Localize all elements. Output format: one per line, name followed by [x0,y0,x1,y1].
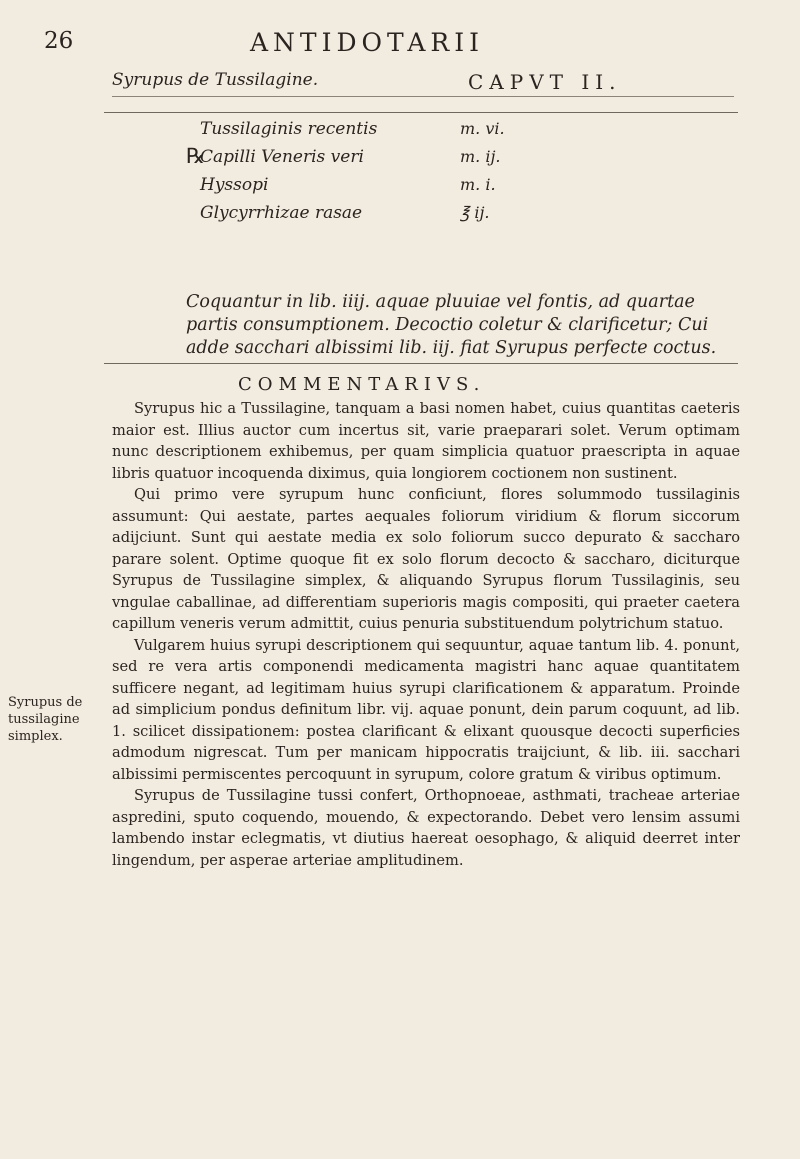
page-number: 26 [44,28,74,54]
ingredient-name: Tussilaginis recentis [200,119,378,139]
ingredient-name: Hyssopi [200,175,269,195]
commentary-paragraph: Qui primo vere syrupum hunc conficiunt, flores solummodo tussilaginis assumunt: Qui aestate, partes aequales foliorum viridium & florum siccorum adijciunt. Sunt qui aestate media ex solo foliorum succo depurato & saccharo parare solent. Optime quoque fit ex solo florum decocto & saccharo, diciturque Syrupus de Tussilagine simplex, & aliquando Syrupus florum Tussilaginis, seu vngulae caballinae, ad differentiam superioris magis compositi, qui praeter caetera capillum veneris verum admittit, cuius penuria substituendum polytrichum statuo. [112,486,740,632]
ingredient-name: Capilli Veneris veri [200,147,364,167]
ingredient-qty: m. ij. [460,147,501,166]
commentary-paragraph: Vulgarem huius syrupi descriptionem qui sequuntur, aquae tantum lib. 4. ponunt, sed re vera artis componendi medicamenta magistri hanc aquae quantitatem sufficere negant, ad legitimam huius syrupi clarificationem & apparatum. Proinde ad simplicium pondus definitum libr. vij. aquae ponunt, dein parum coquunt, ad lib. 1. scilicet dissipationem: postea clarificant & elixant quousque decocti superficies admodum nigrescat. Tum per manicam hippocratis traijciunt, & lib. iii. sacchari albissimi permiscentes percoquunt in syrupum, colore gratum & viribus optimum. [112,636,740,783]
ingredient-qty: m. vi. [460,119,505,138]
recipe-symbol-icon: ℞ [186,144,205,168]
recipe-box [104,112,738,364]
page-header [0,12,800,94]
margin-note: Syrupus de tussilagine simplex. [8,695,83,744]
chapter-label: CAPVT II. [468,70,622,94]
running-title: ANTIDOTARII [250,28,484,57]
ingredient-qty: ℥ ij. [460,203,490,222]
header-rule [112,96,734,97]
ingredient-qty: m. i. [460,175,496,194]
commentary-title: COMMENTARIVS. [238,374,486,395]
recipe-instruction: Coquantur in lib. iiij. aquae pluuiae vel fontis, ad quartae partis consumptionem. Decoctio coletur & clarificetur; Cui adde sacchari albissimi lib. iij. fiat Syrupus perfecte coctus. [186,292,717,358]
ingredient-name: Glycyrrhizae rasae [200,203,363,223]
section-subheading: Syrupus de Tussilagine. [112,70,319,90]
commentary-body [112,398,740,871]
commentary-paragraph: Syrupus hic a Tussilagine, tanquam a basi nomen habet, cuius quantitas caeteris maior est. Illius auctor cum incertus sit, varie praeparari solet. Verum optimam nunc descriptionem exhibemus, per quam simplicia quatuor praescripta in aquae libris quatuor incoquenda diximus, quia longiorem coctionem non sustinent. [112,400,740,482]
commentary-paragraph: Syrupus de Tussilagine tussi confert, Orthopnoeae, asthmati, tracheae arteriae aspredini, sputo coquendo, mouendo, & expectorando. Debet vero lensim assumi lambendo instar eclegmatis, vt diutius haereat oesophago, & aliquid deerret inter lingendum, per asperae arteriae amplitudinem. [112,787,740,869]
